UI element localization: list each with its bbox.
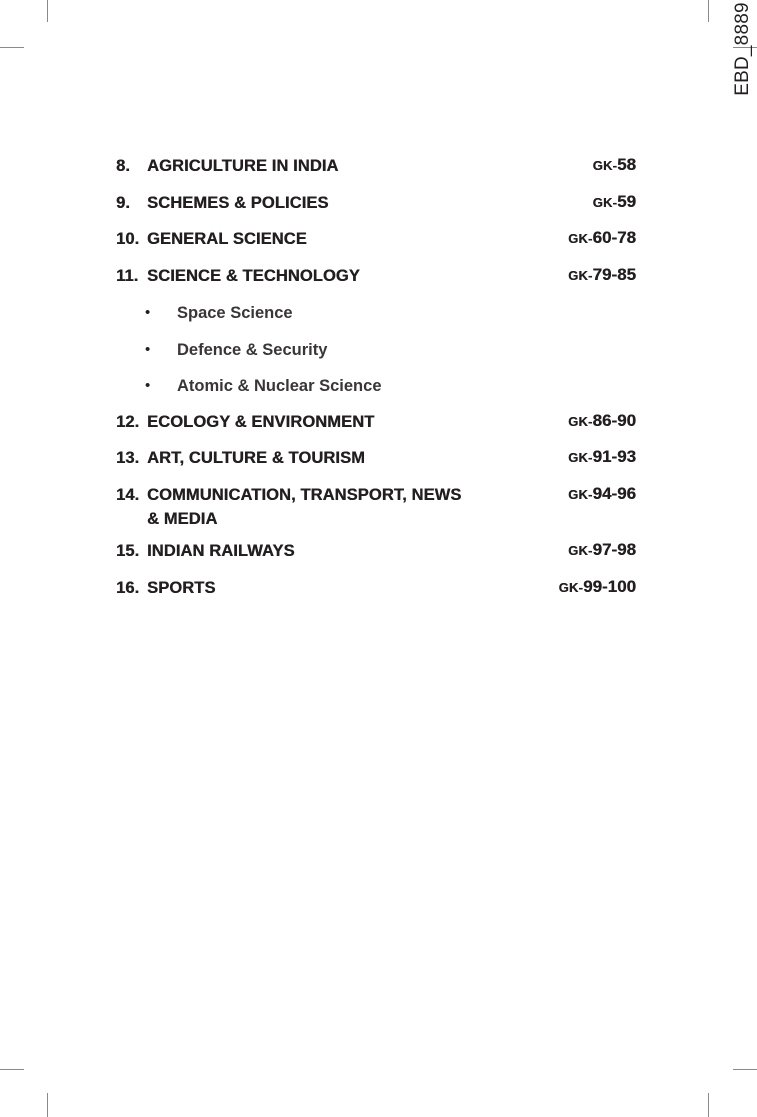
page-range: 99-100 xyxy=(583,576,636,596)
gk-prefix: GK- xyxy=(568,413,593,429)
toc-entry-number: 13. xyxy=(116,449,140,468)
table-of-contents xyxy=(116,150,636,608)
side-code-text: EBD_8889 xyxy=(732,2,753,96)
toc-entry-title xyxy=(116,576,215,600)
toc-entry-pages xyxy=(593,153,636,178)
toc-entry-title xyxy=(116,410,374,434)
toc-entry-pages xyxy=(568,538,636,563)
toc-entry-title xyxy=(116,264,360,288)
toc-entry-label: SCHEMES & POLICIES xyxy=(147,193,329,212)
page-range: 79-85 xyxy=(592,264,636,284)
page-range: 94-96 xyxy=(592,484,636,504)
toc-entry-pages xyxy=(568,263,636,288)
toc-entry-title xyxy=(116,154,338,178)
toc-entry-title xyxy=(116,539,295,563)
subtopic-label: Space Science xyxy=(177,304,293,323)
toc-entry-number: 10. xyxy=(116,230,140,249)
toc-entry-pages xyxy=(568,226,636,251)
toc-entry-16 xyxy=(116,572,636,609)
toc-entry-label: AGRICULTURE IN INDIA xyxy=(147,157,339,175)
gk-prefix: GK- xyxy=(568,543,593,559)
crop-mark-top-left xyxy=(47,0,48,22)
subtopic-label: Atomic & Nuclear Science xyxy=(177,377,382,396)
toc-entry-number: 15. xyxy=(116,542,140,561)
toc-entry-pages xyxy=(593,190,636,215)
subtopic-item xyxy=(116,296,636,333)
toc-entry-label-continued: & MEDIA xyxy=(147,510,218,529)
subtopic-item xyxy=(116,333,636,370)
crop-mark-left-top xyxy=(0,47,24,48)
gk-prefix: GK- xyxy=(568,231,593,247)
toc-entry-pages xyxy=(568,445,636,470)
gk-prefix: GK- xyxy=(568,450,593,466)
toc-entry-label: SPORTS xyxy=(147,578,216,597)
page-range: 59 xyxy=(617,191,636,211)
toc-entry-15 xyxy=(116,535,636,572)
crop-mark-bottom-left xyxy=(47,1093,48,1117)
toc-entry-label: COMMUNICATION, TRANSPORT, NEWS xyxy=(147,486,462,505)
toc-entry-11 xyxy=(116,260,636,297)
page-range: 97-98 xyxy=(592,540,636,560)
toc-entry-title xyxy=(116,191,329,215)
page-range: 91-93 xyxy=(592,447,636,467)
toc-entry-14 xyxy=(116,479,636,535)
bullet-icon: • xyxy=(145,377,151,395)
toc-entry-13 xyxy=(116,442,636,479)
toc-entry-pages xyxy=(559,575,636,600)
bullet-icon: • xyxy=(145,304,151,322)
toc-entry-label: ART, CULTURE & TOURISM xyxy=(147,449,365,468)
subtopic-item xyxy=(116,369,636,406)
toc-entry-number: 16. xyxy=(116,578,140,597)
toc-entry-number: 9. xyxy=(116,193,130,212)
gk-prefix: GK- xyxy=(568,487,593,503)
crop-mark-top-right xyxy=(708,0,709,22)
gk-prefix: GK- xyxy=(558,579,584,595)
toc-entry-label: GENERAL SCIENCE xyxy=(147,230,307,249)
toc-entry-8 xyxy=(116,150,636,187)
page-range: 86-90 xyxy=(592,410,636,430)
toc-entry-label: INDIAN RAILWAYS xyxy=(147,542,295,561)
toc-entry-9 xyxy=(116,187,636,224)
toc-entry-number: 11. xyxy=(116,266,139,285)
side-code xyxy=(732,4,754,94)
toc-entry-12 xyxy=(116,406,636,443)
bullet-icon: • xyxy=(145,340,151,358)
crop-mark-bottom-right xyxy=(708,1093,709,1117)
toc-entry-number: 8. xyxy=(116,157,130,175)
toc-entry-number: 12. xyxy=(116,412,140,431)
gk-prefix: GK- xyxy=(568,267,593,283)
toc-entry-label: SCIENCE & TECHNOLOGY xyxy=(147,266,360,285)
page-range: 60-78 xyxy=(592,228,636,248)
gk-prefix: GK- xyxy=(592,194,618,210)
toc-entry-10 xyxy=(116,223,636,260)
toc-entry-title xyxy=(116,446,365,470)
toc-entry-pages xyxy=(568,482,636,507)
page-range: 58 xyxy=(617,155,636,174)
subtopic-label: Defence & Security xyxy=(177,340,328,359)
crop-mark-right-bottom xyxy=(733,1069,757,1070)
toc-entry-number: 14. xyxy=(116,486,140,505)
toc-entry-title xyxy=(116,483,461,531)
crop-mark-left-bottom xyxy=(0,1069,24,1070)
toc-entry-pages xyxy=(568,409,636,434)
toc-entry-title xyxy=(116,227,307,251)
gk-prefix: GK- xyxy=(592,158,618,173)
toc-entry-label: ECOLOGY & ENVIRONMENT xyxy=(147,412,375,431)
